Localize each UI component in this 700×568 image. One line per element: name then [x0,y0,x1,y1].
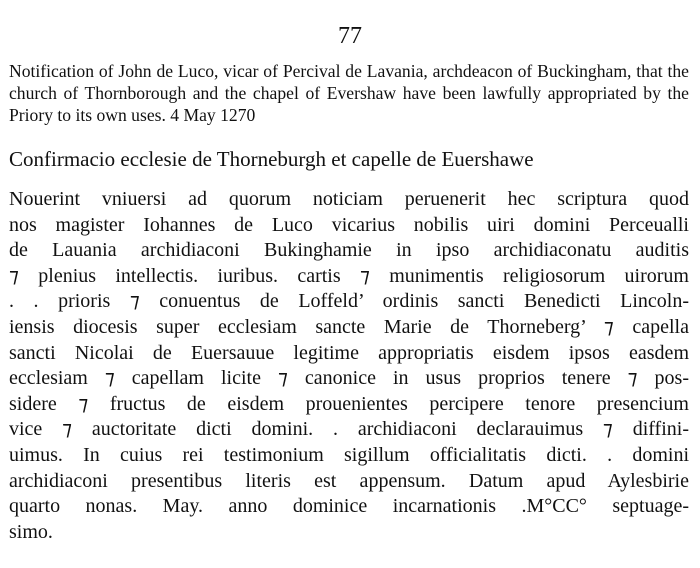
charter-line: de Lauania archidiaconi Bukinghamie in ipso archidiaconatu auditis [9,239,689,262]
charter-line: nos magister Iohannes de Luco vicarius nobilis uiri domini Perceualli [9,213,689,236]
charter-line: archidiaconi presentibus literis est appensum. Datum apud Aylesbirie [9,469,689,492]
charter-line: iensis diocesis super ecclesiam sancte Marie de Thorneberg’ ⁊ capella [9,315,689,338]
charter-line: sidere ⁊ fructus de eisdem prouenientes percipere tenore presencium [9,392,689,415]
charter-text [9,187,689,545]
charter-line: . . prioris ⁊ conuentus de Loffeld’ ordinis sancti Benedicti Lincoln- [9,290,689,313]
charter-line: quarto nonas. May. anno dominice incarnationis .M°CC° septuage- [9,495,689,518]
charter-line: simo. [9,520,53,543]
charter-line: uimus. In cuius rei testimonium sigillum officialitatis dicti. . domini [9,443,689,466]
charter-line: sancti Nicolai de Euersauue legitime appropriatis eisdem ipsos easdem [9,341,689,364]
charter-line: ecclesiam ⁊ capellam licite ⁊ canonice in usus proprios tenere ⁊ pos- [9,367,689,390]
charter-line: ⁊ plenius intellectis. iuribus. cartis ⁊ munimentis religiosorum uirorum [9,264,689,287]
charter-line: vice ⁊ auctoritate dicti domini. . archidiaconi declarauimus ⁊ diffini- [9,418,689,441]
document-heading: Confirmacio ecclesie de Thorneburgh et capelle de Euershawe [9,147,534,171]
charter-line: Nouerint vniuersi ad quorum noticiam peruenerit hec scriptura quod [9,188,689,210]
document-summary: Notification of John de Luco, vicar of Percival de Lavania, archdeacon of Buckingham, that the church of Thornborough and the chapel of Evershaw have been lawfully appropriated by the Priory to its own uses. 4 May 1270 [9,61,689,125]
page-number: 77 [338,23,362,49]
